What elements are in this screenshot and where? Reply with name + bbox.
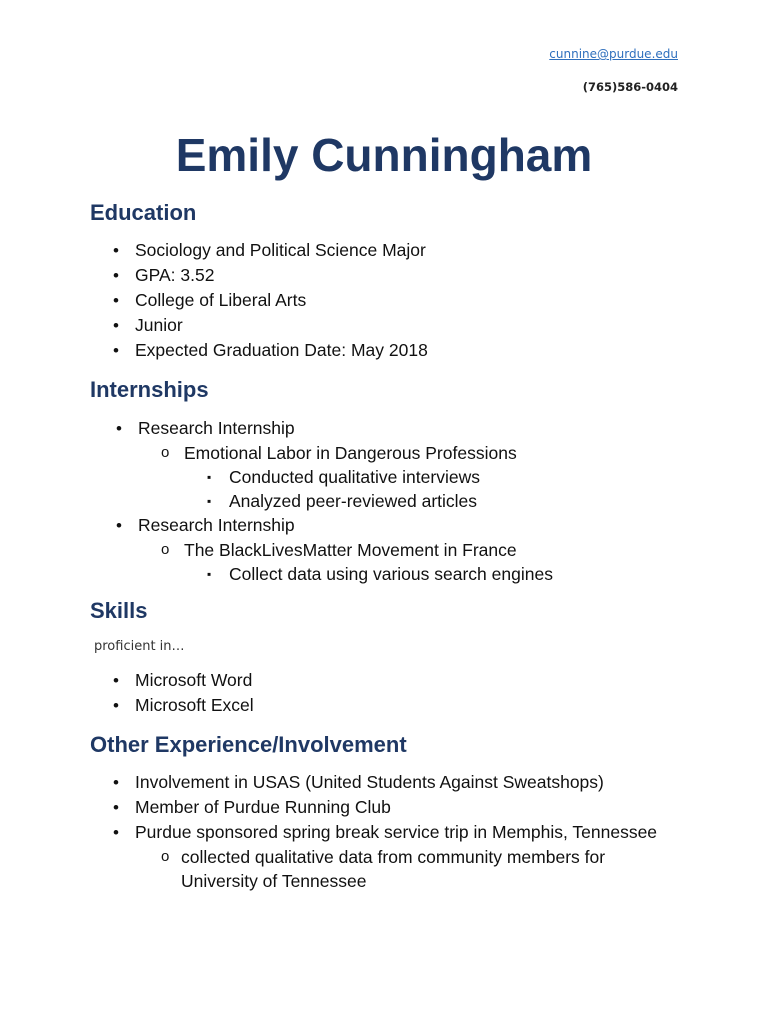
list-item: ▪ Analyzed peer-reviewed articles [207, 491, 478, 511]
list-item: • Purdue sponsored spring break service trip in Memphis, Tennessee [0, 820, 657, 845]
bullet-icon: • [113, 798, 119, 817]
circle-bullet-icon: o [161, 444, 170, 461]
square-bullet-icon: ▪ [207, 567, 212, 581]
skills-intro: proficient in… [94, 639, 185, 654]
square-bullet-icon: ▪ [207, 494, 212, 508]
internships-list [0, 416, 553, 586]
list-item: • Involvement in USAS (United Students Against Sweatshops) [0, 770, 657, 795]
education-list [0, 238, 428, 363]
skills-list [0, 668, 254, 718]
bullet-icon: • [113, 696, 119, 715]
bullet-icon: • [113, 341, 119, 360]
list-item: • College of Liberal Arts [0, 288, 428, 313]
list-item: • GPA: 3.52 [0, 263, 428, 288]
list-item: ▪ Conducted qualitative interviews [207, 467, 480, 487]
list-item: o The BlackLivesMatter Movement in France [161, 540, 517, 560]
square-bullet-icon: ▪ [207, 470, 212, 484]
other-experience-list [0, 770, 657, 893]
bullet-icon: • [113, 266, 119, 285]
bullet-icon: • [113, 241, 119, 260]
resume-name: Emily Cunningham [175, 129, 593, 181]
bullet-icon: • [116, 419, 122, 438]
list-item: • Member of Purdue Running Club [0, 795, 657, 820]
other-experience-heading: Other Experience/Involvement [90, 732, 407, 757]
bullet-icon: • [113, 671, 119, 690]
bullet-icon: • [113, 316, 119, 335]
bullet-icon: • [113, 291, 119, 310]
education-heading: Education [90, 200, 197, 225]
list-item: o Emotional Labor in Dangerous Professions [161, 443, 517, 463]
circle-bullet-icon: o [161, 541, 170, 558]
phone-number: (765)586-0404 [582, 80, 678, 94]
list-item: ▪ Collect data using various search engines [207, 564, 553, 584]
bullet-icon: • [116, 516, 122, 535]
skills-heading: Skills [90, 598, 148, 623]
circle-bullet-icon: o [161, 848, 170, 865]
list-item: o collected qualitative data from community members for University of Tennessee [161, 847, 606, 891]
list-item: • Microsoft Excel [0, 693, 254, 718]
list-item: • Sociology and Political Science Major [0, 238, 428, 263]
email-link[interactable]: cunnine@purdue.edu [549, 47, 678, 61]
list-item: • Expected Graduation Date: May 2018 [0, 338, 428, 363]
list-item: • Microsoft Word [0, 668, 254, 693]
list-item: • Research Internship [0, 416, 553, 441]
bullet-icon: • [113, 823, 119, 842]
internships-heading: Internships [90, 377, 209, 402]
list-item: • Research Internship [0, 513, 553, 538]
list-item: • Junior [0, 313, 428, 338]
bullet-icon: • [113, 773, 119, 792]
